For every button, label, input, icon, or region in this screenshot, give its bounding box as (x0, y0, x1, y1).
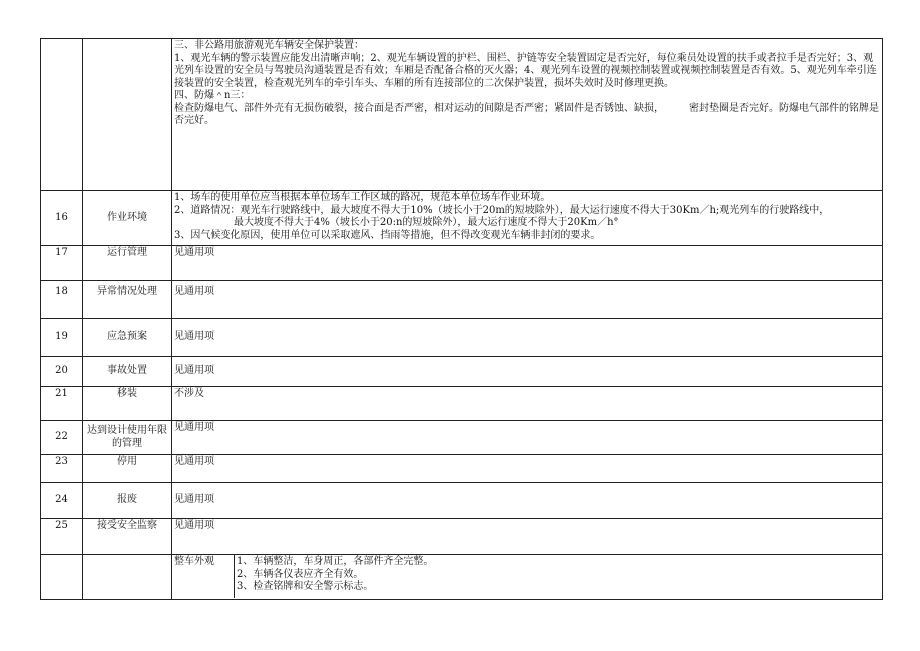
table-row (41, 421, 883, 455)
row-number-cell (41, 39, 83, 191)
row-item: 移装 (83, 387, 172, 421)
content-line: 最大坡度不得大于4%（坡长小于20:n的短坡除外），最大运行速度不得大于20Km／h° (234, 217, 619, 228)
table-row-top (41, 39, 883, 191)
table-row (41, 387, 883, 421)
table-row (41, 281, 883, 319)
row-item: 应急预案 (83, 319, 172, 357)
row-item-cell (83, 555, 172, 600)
row-item-cell (83, 39, 172, 191)
row-number: 18 (41, 281, 83, 319)
content-line: 1、场车的使用单位应当根据本单位场车工作区域的路况，规范本单位场车作业环境。 (174, 192, 551, 203)
content-line: 四、防爆＾n三： (174, 90, 251, 101)
table-row (41, 191, 883, 246)
row-content: 见通用项 (172, 246, 883, 281)
row-number: 24 (41, 483, 83, 519)
table-row (41, 455, 883, 483)
table-row (41, 519, 883, 555)
inspection-table (40, 38, 883, 600)
row-content-cell (172, 39, 883, 191)
row-content (172, 191, 883, 246)
content-line: 2、道路情况：观光车行驶路线中，最大坡度不得大于10%（坡长小于20m的短坡除外），最大运行速度不得大于30Km／h;观光列车的行驶路线中， (174, 204, 830, 216)
row-item: 异常情况处理 (83, 281, 172, 319)
row-number: 16 (41, 191, 83, 246)
row-number: 21 (41, 387, 83, 421)
row-item: 停用 (83, 455, 172, 483)
table-row (41, 246, 883, 281)
table-row (41, 319, 883, 357)
row-item: 运行管理 (83, 246, 172, 281)
row-number: 23 (41, 455, 83, 483)
row-item: 接受安全监察 (83, 519, 172, 555)
sub-content (235, 555, 883, 598)
row-number-cell (41, 555, 83, 600)
sub-label: 整车外观 (172, 555, 235, 598)
row-number: 22 (41, 421, 83, 455)
sub-table (172, 555, 882, 598)
row-item: 事故处置 (83, 357, 172, 387)
row-content: 见通用项 (172, 281, 883, 319)
row-content: 见通用项 (172, 519, 883, 555)
content-line: 检查防爆电气、部件外壳有无损伤破裂，接合面是否严密，相对运动的间隙是否严密；紧固件是否锈蚀、缺损， 密封垫圈是否完好。防爆电气部件的铭牌是否完好。 (174, 102, 879, 126)
row-item: 作业环境 (83, 191, 172, 246)
row-number: 19 (41, 319, 83, 357)
row-content: 见通用项 (172, 455, 883, 483)
row-content: 见通用项 (172, 421, 883, 455)
row-content: 不涉及 (172, 387, 883, 421)
content-line: 1、车辆整洁，车身周正，各部件齐全完整。 (237, 556, 434, 567)
row-item: 报废 (83, 483, 172, 519)
table-row (41, 483, 883, 519)
content-line: 3、检查铭牌和安全警示标志。 (237, 581, 374, 592)
table-row (41, 357, 883, 387)
row-number: 25 (41, 519, 83, 555)
content-line: 1、观光车辆的警示装置应能发出清晰声响；2、观光车辆设置的护栏、围栏、护链等安全装置固定是否完好，每位乘员处设置的扶手或者拉手是否完好；3、观光列车设置的安全员与驾驶员沟通装置是否有效；车厢是否配备合格的灭火器；4、观光列车设置的视频控制装置或视频控制装置是否有效。5、观光列车牵引连接装置的安全装置，检查观光列车的牵引车头、车厢的所有连接部位的二次保护装置，损坏失效时及时修理更换。 (174, 52, 877, 89)
content-line: 3、因气候变化原因，使用单位可以采取遮风、挡雨等措施，但不得改变观光车辆非封闭的要求。 (174, 229, 601, 241)
content-line: 三、非公路用旅游观光车辆安全保护装置： (174, 40, 364, 51)
content-line: 2、车辆各仪表应齐全有效。 (237, 568, 364, 580)
row-content-cell (172, 555, 883, 600)
row-item: 达到设计使用年限的管理 (83, 421, 172, 455)
row-content: 见通用项 (172, 483, 883, 519)
table-row-last (41, 555, 883, 600)
row-number: 17 (41, 246, 83, 281)
row-number: 20 (41, 357, 83, 387)
row-content: 见通用项 (172, 357, 883, 387)
row-content: 见通用项 (172, 319, 883, 357)
